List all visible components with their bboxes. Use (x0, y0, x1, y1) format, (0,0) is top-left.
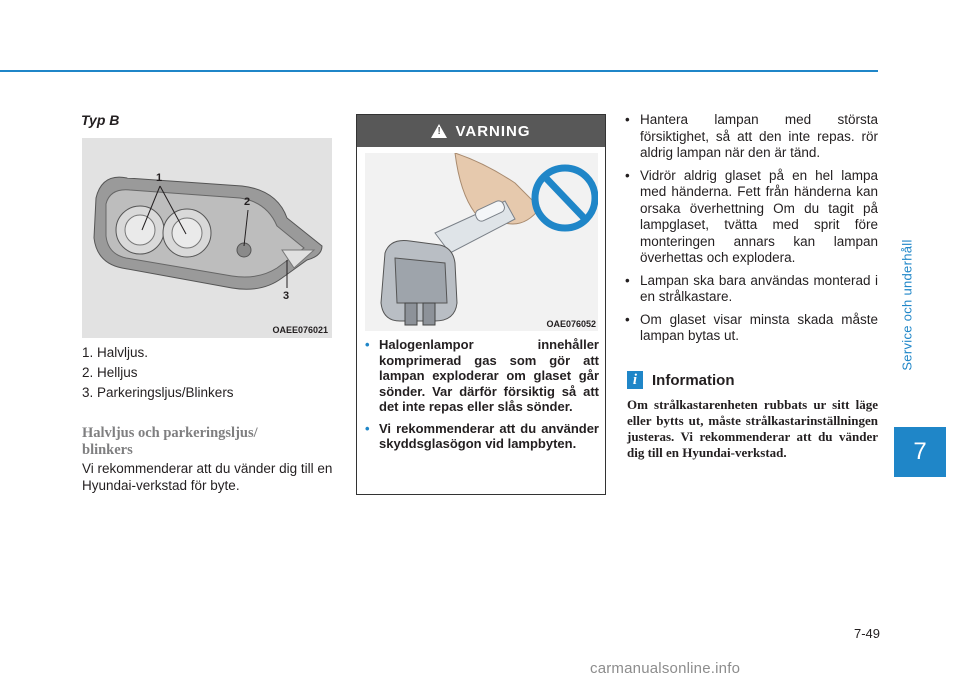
warning-header (357, 115, 605, 147)
warning-triangle-icon: ! (431, 124, 447, 138)
type-heading: Typ B (81, 112, 120, 128)
bulb-illustration (365, 153, 598, 331)
warning-title: VARNING (455, 122, 531, 140)
chapter-tab: 7 (894, 427, 946, 477)
section-subheading: Halvljus och parkeringsljus/ blinkers (82, 425, 258, 458)
section-side-label: Service och underhåll (899, 239, 915, 371)
bullet-icon: • (365, 337, 370, 352)
parts-list (82, 343, 332, 403)
list-item: • Om glaset visar minsta skada måste lampan bytas ut. (625, 311, 878, 343)
warning-item: • Vi rekommenderar att du använder skyddsglasögon vid lampbyten. (365, 420, 599, 451)
bullet-icon: • (365, 420, 370, 436)
headlamp-figure (82, 138, 332, 338)
information-title: Information (652, 371, 735, 389)
callout-3: 3 (283, 290, 290, 302)
list-item: 3. Parkeringsljus/Blinkers (82, 385, 234, 400)
list-item: • Hantera lampan med största försiktighet, så att den inte repas. rör aldrig lampan när den är tänd. (625, 112, 878, 160)
list-item: 2. Helljus (82, 365, 138, 380)
warning-item: • Halogenlampor innehåller komprimerad gas som gör att lampan exploderar om glaset går sönder. Var därför försiktig så att det inte repas eller slås sönder. (365, 337, 599, 414)
handling-list (625, 112, 878, 351)
body-paragraph: Vi rekommenderar att du vänder dig till en Hyundai-verkstad för byte. (82, 461, 333, 493)
headlamp-illustration (82, 138, 332, 338)
list-item: • Lampan ska bara användas monterad i en strålkastare. (625, 272, 878, 304)
callout-1: 1 (156, 172, 163, 184)
warning-box (356, 114, 606, 495)
list-item: 1. Halvljus. (82, 345, 149, 360)
information-heading (627, 371, 735, 389)
list-item: • Vidrör aldrig glaset på en hel lampa med händerna. Fett från händerna kan orsaka överhettning Om du tagit på lampglaset, tvätta med sprit före monteringen annars kan lampan överhettas och explodera. (625, 167, 878, 265)
bulb-figure (365, 153, 598, 331)
watermark: carmanualsonline.info (590, 660, 741, 677)
figure-code: OAEE076021 (272, 325, 328, 335)
info-icon: i (627, 371, 643, 389)
page-number: 7-49 (853, 626, 880, 641)
top-rule (0, 70, 878, 72)
information-text: Om strålkastarenheten rubbats ur sitt läge eller bytts ut, måste strålkastarinställningen justeras. Vi rekommenderar att du vänder dig till en Hyundai-verkstad. (627, 397, 878, 460)
warning-list (365, 337, 599, 458)
figure-code: OAE076052 (546, 319, 596, 329)
callout-2: 2 (244, 196, 251, 208)
